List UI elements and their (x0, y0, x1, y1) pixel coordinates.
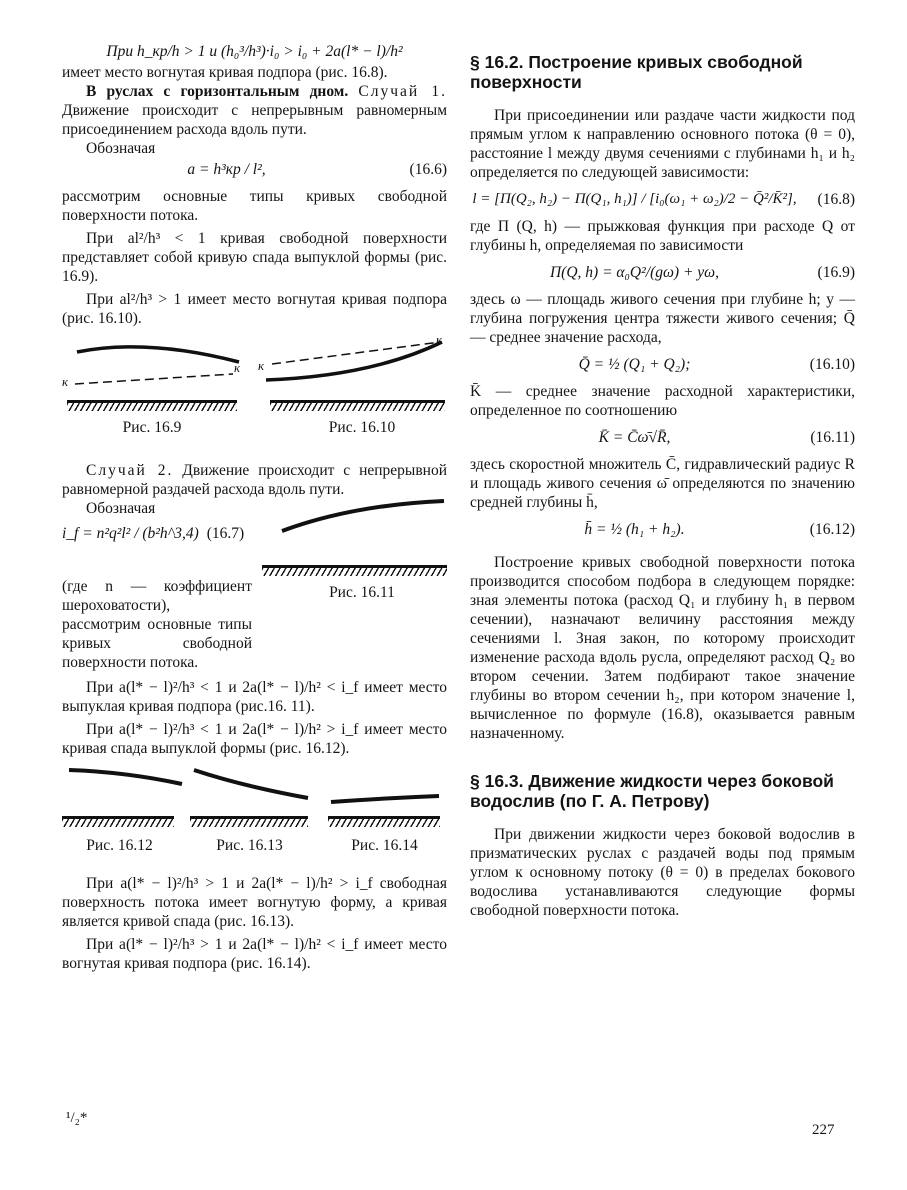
label-k: к (258, 358, 265, 373)
case2-block (62, 499, 447, 621)
figure-16-13-drawing (192, 766, 312, 806)
paragraph-text: Движение происходит с непрерывным равномерным присоединением расхода вдоль пути. (62, 102, 447, 138)
paragraph: При присоединении или раздаче части жидкости под прямым углом к направлению основного потока (θ = 0), расстояние l между двумя сечениями с глубинами h₁ и h₂ определяется по следующей зависимости: (470, 107, 855, 181)
page-number: 227 (812, 1122, 835, 1138)
figure-caption: Рис. 16.11 (329, 584, 395, 601)
paragraph: имеет место вогнутая кривая подпора (рис. 16.8). (62, 64, 388, 81)
figure-caption: Рис. 16.14 (351, 837, 418, 854)
paragraph: При al²/h³ > 1 имеет место вогнутая кривая подпора (рис. 16.10). (62, 291, 447, 327)
channel-bed (270, 400, 445, 411)
figures-16-9-16-10 (62, 334, 447, 449)
figures-16-12-16-14 (62, 766, 447, 864)
equation-16-7: i_f = n²q²l² / (b²h^3,4) (16.7) (62, 525, 245, 542)
equation-16-8: l = [П(Q₂, h₂) − П(Q₁, h₁)] / [i₀(ω₁ + ω₂)/2 − Q̄²/K̄²], (16.8) (472, 191, 855, 208)
paragraph: рассмотрим основные типы кривых свободной поверхности потока. (62, 188, 447, 224)
label-k: к (234, 360, 241, 375)
paragraph-case1 (62, 82, 447, 139)
case-label: Случай 1. (358, 83, 448, 100)
channel-bed (62, 816, 174, 827)
channel-bed (67, 400, 237, 411)
paragraph: При a(l* − l)²/h³ < 1 и 2a(l* − l)/h² > i_f имеет место кривая спада выпуклой формы (рис. 16.12). (62, 721, 447, 757)
equation-16-9: П(Q, h) = α₀Q²/(gω) + yω, (16.9) (549, 264, 855, 281)
paragraph: Построение кривых свободной поверхности потока производится способом подбора в следующем порядке: зная элементы потока (расход Q₁ и глубину h₁ в первом сечении), назначают величину расстояния между сечениями l. Зная закон, по которому происходит изменение расхода вдоль русла, определяют расход Q₂ во втором сечении. Затем подбирают такое значение глубины во втором сечении h₂, при котором значение l, вычисленное по формуле (16.8), оказывается равным назначенному. (470, 554, 855, 742)
case2-text (62, 499, 252, 543)
equation-16-6: a = h³кр / l², (16.6) (187, 161, 447, 178)
figure-16-11-drawing (272, 499, 447, 539)
paragraph: Обозначая (86, 500, 156, 517)
paragraph: При движении жидкости через боковой водослив в призматических руслах с раздачей воды под прямым углом к основному потоку (θ = 0) в пределах бокового водослива устанавливаются следующие формы свободной поверхности потока. (470, 826, 855, 919)
figure-caption: Рис. 16.13 (216, 837, 283, 854)
channel-bed (262, 565, 447, 576)
paragraph: K̄ — среднее значение расходной характеристики, определенное по соотношению (470, 383, 855, 419)
paragraph: При a(l* − l)²/h³ > 1 и 2a(l* − l)/h² > i_f свободная поверхность потока имеет вогнутую форму, а кривая является кривой спада (рис. 16.13). (62, 875, 447, 930)
figure-caption: Рис. 16.9 (122, 419, 182, 436)
paragraph: здесь ω — площадь живого сечения при глубине h; y — глубина погружения центра тяжести живого сечения; Q̄ — среднее значение расхода, (470, 291, 855, 346)
paragraph: При a(l* − l)²/h³ > 1 и 2a(l* − l)/h² < i_f имеет место вогнутая кривая подпора (рис. 16.14). (62, 936, 447, 972)
paragraph-text: Движение происходит с непрерывной равномерной раздачей расхода вдоль пути. (62, 462, 448, 498)
paragraph: здесь скоростной множитель C̄, гидравлический радиус R и площадь живого сечения ω̄ определяются по значению средней глубины h̄, (470, 456, 855, 511)
section-heading: § 16.3. Движение жидкости через боковой водослив (по Г. А. Петрову) (470, 771, 834, 811)
left-column (62, 40, 447, 973)
right-column (470, 52, 855, 920)
paragraph: При a(l* − l)²/h³ < 1 и 2a(l* − l)/h² < i_f имеет место выпуклая кривая подпора (рис.16. 11). (62, 679, 447, 715)
label-k: к (62, 374, 69, 389)
case-label: Случай 2. (86, 462, 174, 479)
condition-top: При h_кр/h > 1 и (h₀³/h³)·i₀ > i₀ + 2a(l* − l)/h² (106, 43, 403, 60)
paragraph: (где n — коэффициент шероховатости), рассмотрим основные типы кривых свободной поверхности потока. (62, 578, 252, 671)
paragraph: При al²/h³ < 1 кривая свободной поверхности представляет собой кривую спада выпуклой формы (рис. 16.9). (62, 230, 447, 285)
channel-bed (328, 816, 440, 827)
figure-16-14-drawing (327, 766, 447, 806)
paragraph-case2 (62, 461, 447, 499)
figure-16-12-drawing (67, 766, 187, 806)
channel-bed (190, 816, 308, 827)
figure-caption: Рис. 16.10 (328, 419, 396, 436)
section-heading: § 16.2. Построение кривых свободной поверхности (470, 52, 803, 92)
equation-16-12: h̄ = ½ (h₁ + h₂). (16.12) (584, 521, 855, 538)
paragraph: где П (Q, h) — прыжковая функция при расходе Q от глубины h, определяемая по зависимости (470, 218, 855, 254)
equation-16-10: Q̄ = ½ (Q₁ + Q₂); (16.10) (578, 356, 855, 373)
signature-mark: ¹/₂* (66, 1110, 88, 1126)
paragraph: Обозначая (86, 140, 156, 157)
label-k: к (436, 332, 443, 347)
figure-caption: Рис. 16.12 (86, 837, 153, 854)
equation-16-11: K̄ = C̄ω̄√R̄, (16.11) (598, 429, 855, 446)
bold-phrase: В руслах с горизонтальным дном. (86, 83, 349, 100)
